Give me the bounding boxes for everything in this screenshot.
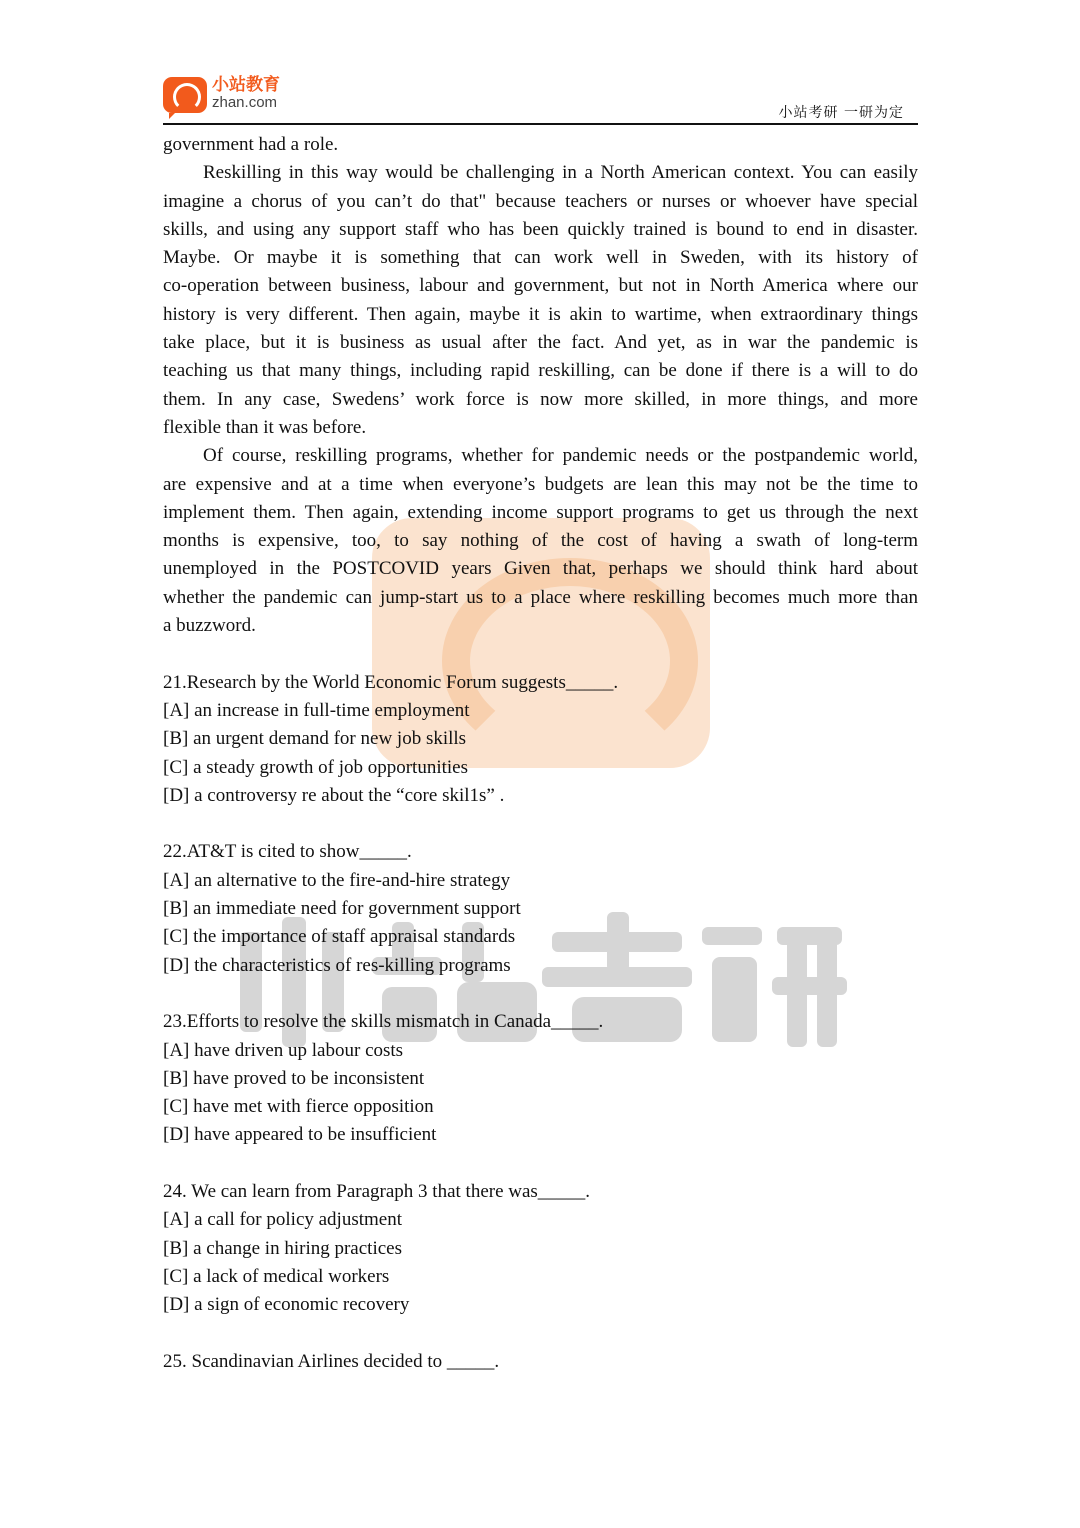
- paragraph-line: implement them. Then again, extending income support programs to get us through the next: [163, 501, 918, 523]
- paragraph-line: skills, and using any support staff who has been quickly trained is bound to end in disaster.: [163, 218, 918, 240]
- paragraph-line: Maybe. Or maybe it is something that can work well in Sweden, with its history of: [163, 247, 918, 269]
- header-slogan: 小站考研 一研为定: [778, 105, 904, 121]
- question-option: [C] a lack of medical workers: [163, 1265, 390, 1287]
- question-stem: 23.Efforts to resolve the skills mismatch in Canada_____.: [163, 1011, 604, 1033]
- question-option: [D] have appeared to be insufficient: [163, 1124, 437, 1146]
- question-option: [C] a steady growth of job opportunities: [163, 756, 469, 778]
- paragraph-line: whether the pandemic can jump-start us to a place where reskilling becomes much more than: [163, 586, 918, 608]
- question-option: [B] have proved to be inconsistent: [163, 1067, 425, 1089]
- question-stem: 24. We can learn from Paragraph 3 that there was_____.: [163, 1180, 591, 1202]
- paragraph-line: government had a role.: [163, 134, 339, 155]
- question-stem: 25. Scandinavian Airlines decided to _____.: [163, 1350, 500, 1372]
- headset-icon: [163, 77, 207, 113]
- logo-cn: 小站教育: [212, 75, 280, 95]
- paragraph-line: teaching us that many things, including rapid reskilling, can be done if there is a will to do: [163, 360, 918, 382]
- question-option: [C] have met with fierce opposition: [163, 1096, 434, 1118]
- paragraph-line: unemployed in the POSTCOVID years Given that, perhaps we should think hard about: [163, 558, 918, 580]
- paragraph-line: are expensive and at a time when everyone’s budgets are lean this may not be the time to: [163, 473, 918, 495]
- question-option: [B] a change in hiring practices: [163, 1237, 402, 1259]
- paragraph-line: imagine a chorus of you can’t do that" because teachers or nurses or whoever have special: [163, 190, 918, 212]
- question-stem: 22.AT&T is cited to show_____.: [163, 841, 412, 863]
- paragraph-line: months is expensive, too, to say nothing of the cost of having a swath of long-term: [163, 530, 918, 552]
- brand-logo: [163, 77, 280, 113]
- question-option: [A] have driven up labour costs: [163, 1039, 404, 1061]
- paragraph-line: take place, but it is business as usual after the fact. And yet, as in war the pandemic is: [163, 332, 918, 354]
- paragraph-line: a buzzword.: [163, 615, 256, 637]
- paragraph-line: history is very different. Then again, maybe it is akin to wartime, when extraordinary things: [163, 303, 918, 325]
- question-option: [B] an urgent demand for new job skills: [163, 728, 467, 750]
- header-divider: [163, 123, 918, 125]
- question-option: [C] the importance of staff appraisal standards: [163, 926, 516, 948]
- question-stem: 21.Research by the World Economic Forum suggests_____.: [163, 671, 619, 693]
- question-option: [A] an alternative to the fire-and-hire strategy: [163, 869, 511, 891]
- question-option: [D] a sign of economic recovery: [163, 1294, 410, 1316]
- paragraph-line: co-operation between business, labour and government, but not in North America where our: [163, 275, 918, 297]
- paragraph-line: Of course, reskilling programs, whether for pandemic needs or the postpandemic world,: [203, 445, 918, 467]
- paragraph-line: them. In any case, Swedens’ work force is now more skilled, in more things, and more: [163, 388, 918, 410]
- document-body: [163, 131, 918, 1376]
- logo-en: zhan.com: [212, 94, 278, 111]
- paragraph-line: flexible than it was before.: [163, 416, 367, 438]
- question-option: [D] the characteristics of res-killing programs: [163, 954, 511, 976]
- question-option: [B] an immediate need for government support: [163, 898, 521, 920]
- question-option: [D] a controversy re about the “core skil1s” .: [163, 784, 505, 806]
- paragraph-line: Reskilling in this way would be challenging in a North American context. You can easily: [203, 162, 918, 184]
- question-option: [A] an increase in full-time employment: [163, 699, 470, 721]
- question-option: [A] a call for policy adjustment: [163, 1209, 403, 1231]
